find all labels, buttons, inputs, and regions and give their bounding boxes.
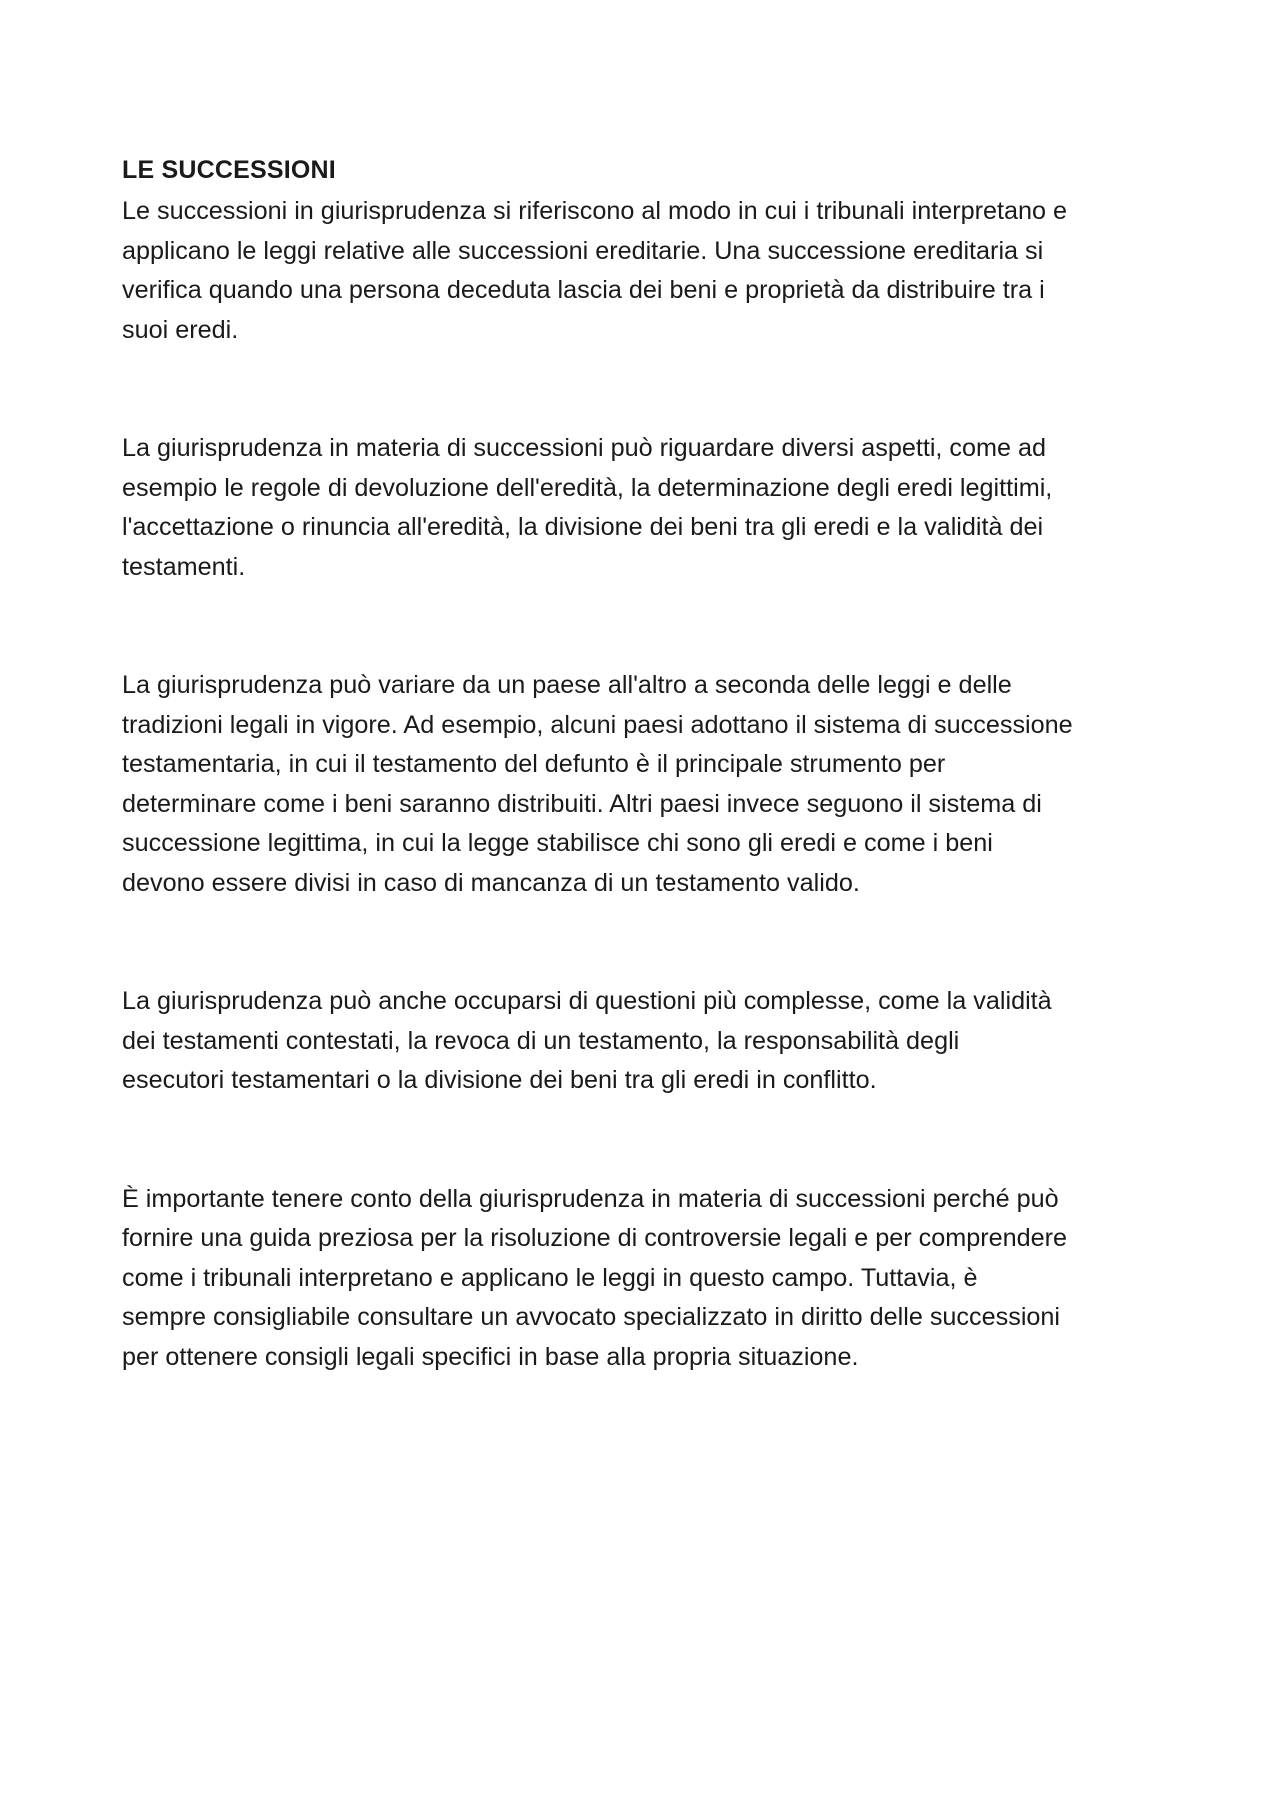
paragraph-line: applicano le leggi relative alle successioni ereditarie. Una successione ereditaria si [122, 236, 1044, 265]
paragraph-line: testamenti. [122, 552, 246, 581]
paragraph-line: sempre consigliabile consultare un avvocato specializzato in diritto delle successioni [122, 1303, 1061, 1331]
paragraph-1 [122, 192, 1172, 350]
paragraph-line: La giurisprudenza in materia di successioni può riguardare diversi aspetti, come ad [122, 434, 1047, 462]
paragraph-line: esempio le regole di devoluzione dell'eredità, la determinazione degli eredi legittimi, [122, 473, 1053, 502]
paragraph-line: La giurisprudenza può variare da un paese all'altro a seconda delle leggi e delle [122, 671, 1012, 699]
paragraph-4 [122, 982, 1172, 1101]
paragraph-line: esecutori testamentari o la divisione dei beni tra gli eredi in conflitto. [122, 1066, 877, 1094]
document-title: LE SUCCESSIONI [122, 156, 336, 184]
paragraph-3 [122, 666, 1172, 903]
paragraph-line: determinare come i beni saranno distribuiti. Altri paesi invece seguono il sistema di [122, 789, 1042, 818]
document-page [122, 150, 1172, 1377]
paragraph-5 [122, 1180, 1172, 1378]
paragraph-line: come i tribunali interpretano e applicano le leggi in questo campo. Tuttavia, è [122, 1263, 978, 1292]
paragraph-line: successione legittima, in cui la legge stabilisce chi sono gli eredi e come i beni [122, 829, 993, 857]
paragraph-line: devono essere divisi in caso di mancanza di un testamento valido. [122, 868, 860, 897]
paragraph-2 [122, 429, 1172, 587]
paragraph-line: La giurisprudenza può anche occuparsi di questioni più complesse, come la validità [122, 987, 1052, 1015]
paragraph-line: testamentaria, in cui il testamento del defunto è il principale strumento per [122, 750, 946, 778]
paragraph-line: tradizioni legali in vigore. Ad esempio, alcuni paesi adottano il sistema di successione [122, 710, 1073, 739]
paragraph-line: fornire una guida preziosa per la risoluzione di controversie legali e per comprendere [122, 1224, 1068, 1252]
paragraph-line: l'accettazione o rinuncia all'eredità, la divisione dei beni tra gli eredi e la validità dei [122, 513, 1044, 541]
paragraph-line: suoi eredi. [122, 315, 239, 344]
paragraph-line: per ottenere consigli legali specifici in base alla propria situazione. [122, 1342, 859, 1371]
paragraph-line: verifica quando una persona deceduta lascia dei beni e proprietà da distribuire tra i [122, 276, 1045, 304]
paragraph-line: dei testamenti contestati, la revoca di un testamento, la responsabilità degli [122, 1026, 960, 1055]
paragraph-line: È importante tenere conto della giurisprudenza in materia di successioni perché può [122, 1184, 1059, 1213]
paragraph-line: Le successioni in giurisprudenza si riferiscono al modo in cui i tribunali interpretano e [122, 197, 1068, 225]
